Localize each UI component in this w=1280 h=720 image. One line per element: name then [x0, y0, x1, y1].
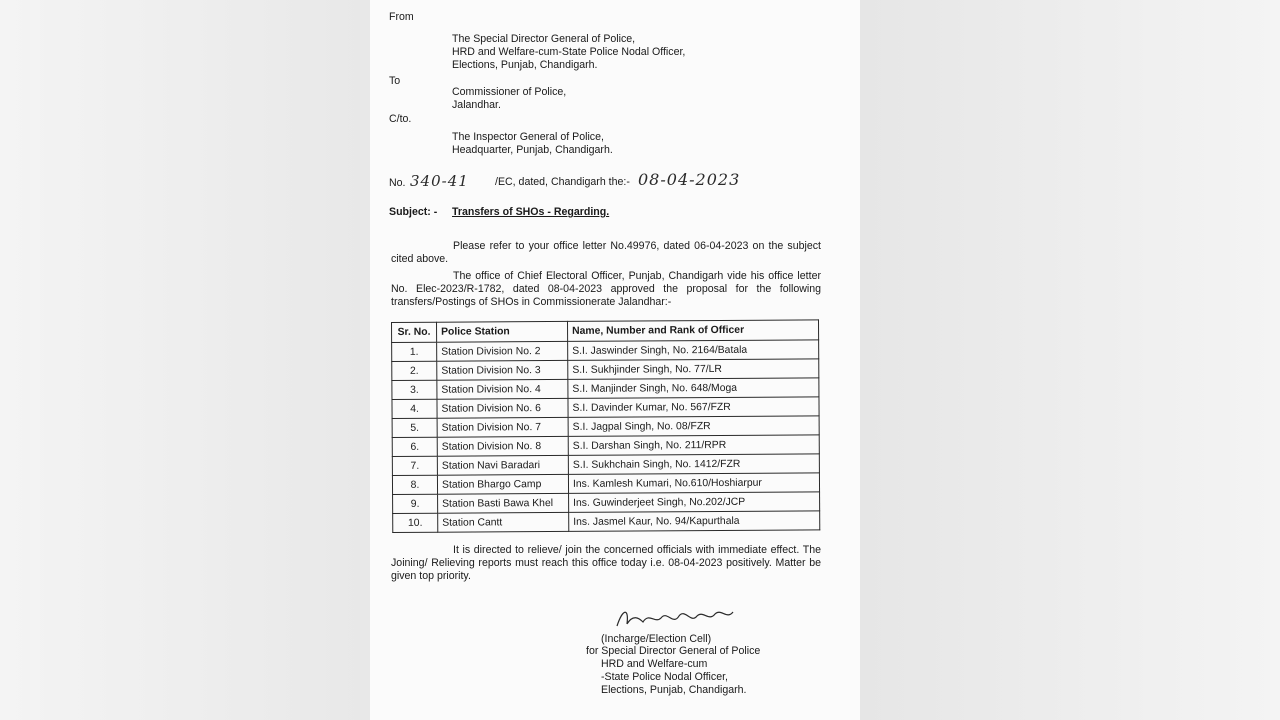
signature-line-3: HRD and Welfare-cum	[601, 658, 708, 670]
cell-officer: Ins. Guwinderjeet Singh, No.202/JCP	[569, 492, 820, 513]
from-label: From	[389, 11, 414, 23]
paragraph-2: The office of Chief Electoral Officer, Punjab, Chandigarh vide his office letter No. Elec-2023/R-1782, dated 08-04-2023 approved the proposal for the following transfers/Postings of SHOs in Commissionerate Jalandhar:-	[391, 270, 821, 309]
transfers-table	[391, 319, 820, 533]
signature-line-5: Elections, Punjab, Chandigarh.	[601, 684, 747, 696]
cell-police-station: Station Division No. 2	[437, 341, 568, 361]
cell-police-station: Station Division No. 7	[437, 417, 568, 437]
cell-officer: S.I. Jagpal Singh, No. 08/FZR	[568, 416, 819, 437]
cell-sr-no: 2.	[392, 361, 437, 380]
background-left	[0, 0, 370, 720]
cto-line-2: Headquarter, Punjab, Chandigarh.	[452, 144, 613, 156]
signature-line-1: (Incharge/Election Cell)	[601, 633, 712, 645]
table-row	[393, 511, 820, 533]
cell-sr-no: 1.	[392, 342, 437, 361]
cell-sr-no: 7.	[392, 456, 437, 475]
header-sr-no: Sr. No.	[392, 322, 437, 342]
to-line-2: Jalandhar.	[452, 99, 501, 111]
cell-officer: Ins. Kamlesh Kumari, No.610/Hoshiarpur	[568, 473, 819, 494]
cell-sr-no: 4.	[392, 399, 437, 418]
subject-label: Subject: -	[389, 206, 438, 218]
from-line-3: Elections, Punjab, Chandigarh.	[452, 59, 598, 71]
cell-sr-no: 5.	[392, 418, 437, 437]
cell-sr-no: 10.	[393, 513, 438, 532]
cell-police-station: Station Division No. 6	[437, 398, 568, 418]
header-police-station: Police Station	[437, 321, 568, 342]
reference-prefix: No.	[389, 177, 406, 189]
cell-police-station: Station Navi Baradari	[437, 455, 568, 475]
cell-officer: S.I. Manjinder Singh, No. 648/Moga	[568, 378, 819, 399]
to-label: To	[389, 75, 401, 87]
cell-sr-no: 3.	[392, 380, 437, 399]
cell-officer: S.I. Jaswinder Singh, No. 2164/Batala	[568, 340, 819, 361]
paragraph-1: Please refer to your office letter No.49976, dated 06-04-2023 on the subject cited above.	[391, 240, 821, 266]
cell-police-station: Station Bhargo Camp	[437, 474, 568, 494]
cell-sr-no: 6.	[392, 437, 437, 456]
header-officer: Name, Number and Rank of Officer	[567, 320, 818, 342]
cell-police-station: Station Basti Bawa Khel	[438, 493, 569, 513]
reference-date: 08-04-2023	[638, 170, 741, 189]
table-row	[392, 435, 819, 457]
cell-sr-no: 9.	[393, 494, 438, 513]
cell-officer: S.I. Sukhjinder Singh, No. 77/LR	[568, 359, 819, 380]
to-line-1: Commissioner of Police,	[452, 86, 567, 98]
cell-sr-no: 8.	[392, 475, 437, 494]
cell-officer: S.I. Darshan Singh, No. 211/RPR	[568, 435, 819, 456]
cell-police-station: Station Division No. 4	[437, 379, 568, 399]
cell-police-station: Station Cantt	[438, 512, 569, 532]
background-right	[860, 0, 1280, 720]
table-row	[392, 340, 819, 362]
cell-officer: S.I. Sukhchain Singh, No. 1412/FZR	[568, 454, 819, 475]
paragraph-3: It is directed to relieve/ join the concerned officials with immediate effect. The Joining/ Relieving reports must reach this office today i.e. 08-04-2023 positively. Matter be given top priority.	[391, 544, 821, 583]
table-row	[392, 454, 819, 476]
table-row	[393, 492, 820, 514]
signature-line-2: for Special Director General of Police	[586, 645, 761, 657]
cell-police-station: Station Division No. 8	[437, 436, 568, 456]
from-line-1: The Special Director General of Police,	[452, 33, 636, 45]
reference-middle: /EC, dated, Chandigarh the:-	[495, 176, 630, 188]
table-row	[392, 397, 819, 419]
cto-label: C/to.	[389, 113, 412, 125]
cto-line-1: The Inspector General of Police,	[452, 131, 604, 143]
cell-officer: S.I. Davinder Kumar, No. 567/FZR	[568, 397, 819, 418]
table-header-row	[392, 320, 819, 343]
letter-page	[370, 0, 860, 720]
table-row	[392, 359, 819, 381]
subject-text: Transfers of SHOs - Regarding.	[452, 206, 610, 218]
reference-number: 340-41	[410, 172, 469, 190]
table-row	[392, 378, 819, 400]
signature-line-4: -State Police Nodal Officer,	[601, 671, 728, 683]
from-line-2: HRD and Welfare-cum-State Police Nodal Officer,	[452, 46, 686, 58]
cell-officer: Ins. Jasmel Kaur, No. 94/Kapurthala	[569, 511, 820, 532]
cell-police-station: Station Division No. 3	[437, 360, 568, 380]
table-row	[392, 473, 819, 495]
table-row	[392, 416, 819, 438]
